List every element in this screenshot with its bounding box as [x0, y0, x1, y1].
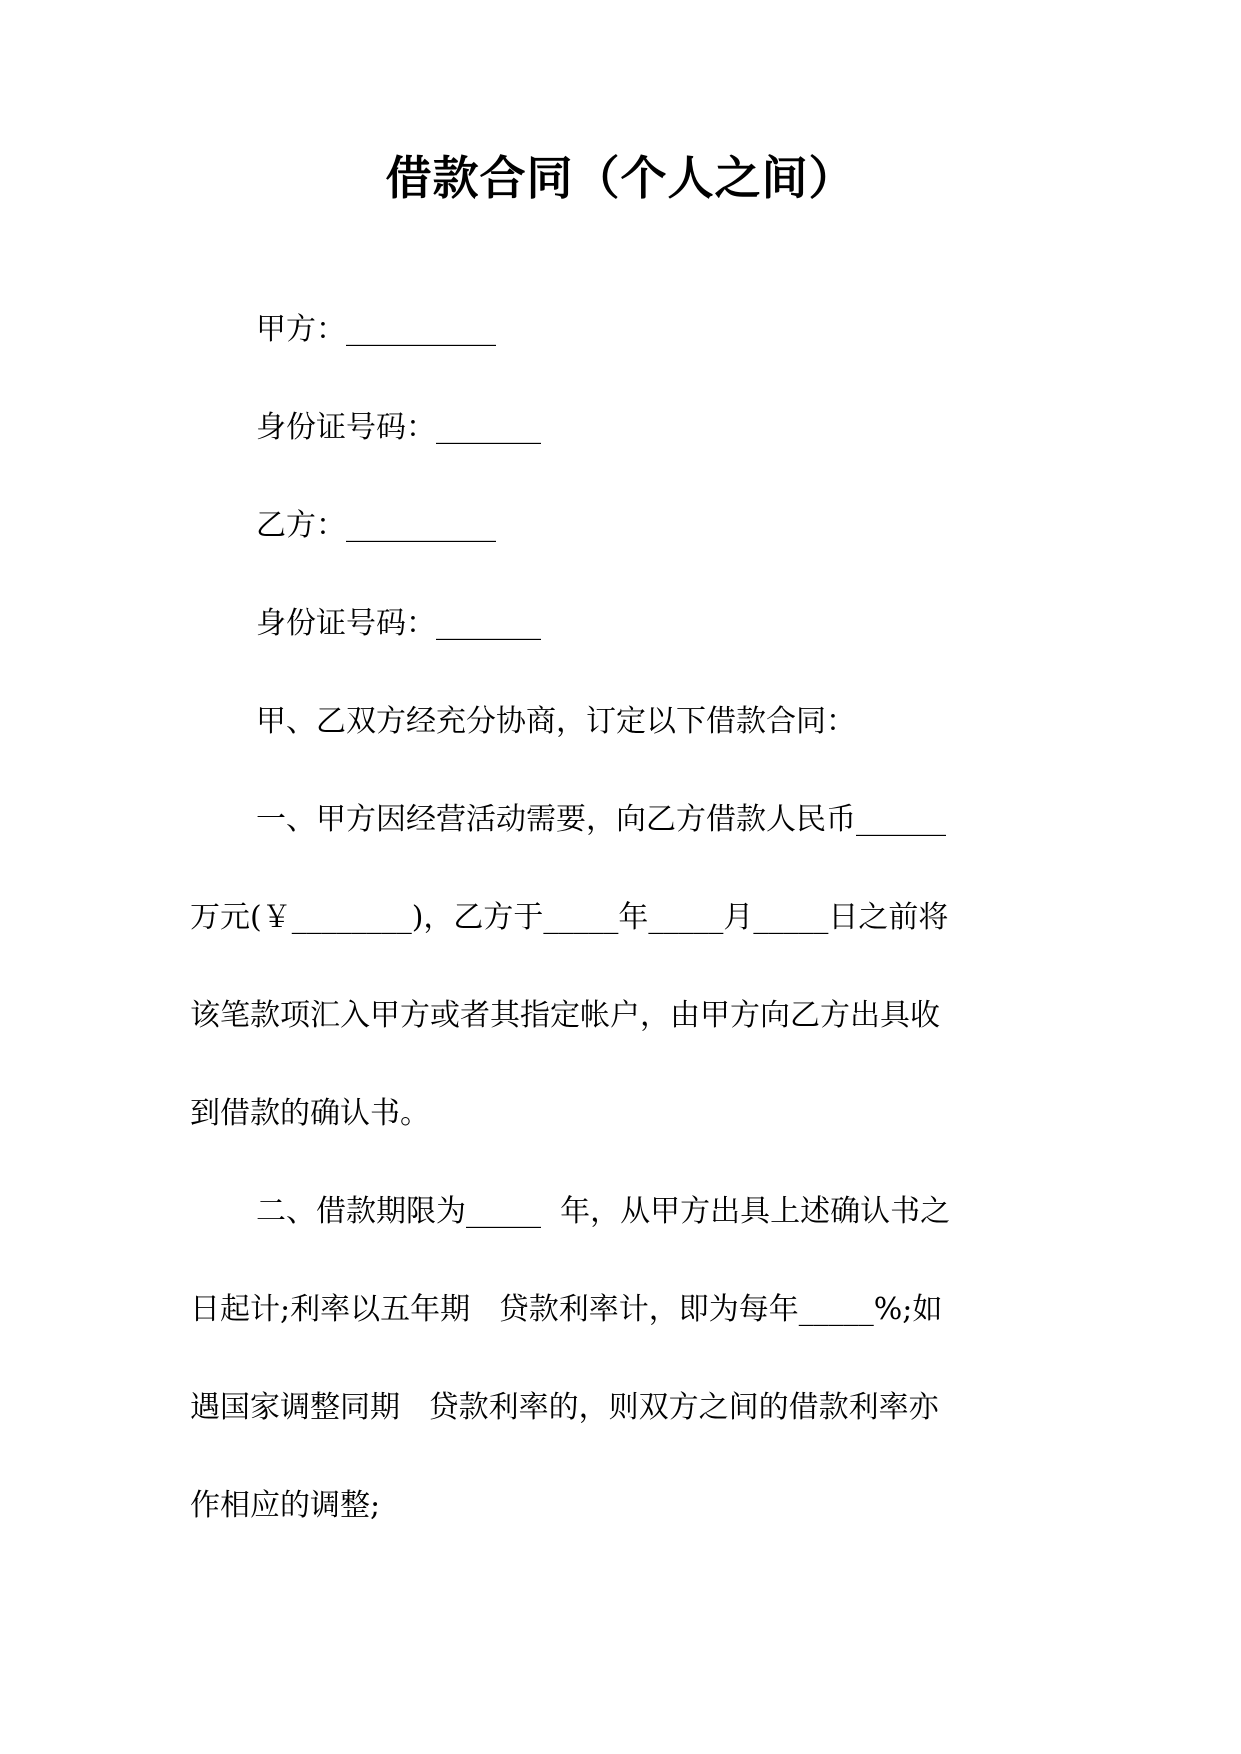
clause-1-line-2: 万元(￥________)，乙方于_____年_____月_____日之前将	[190, 900, 949, 935]
clause-1-line-3: 该笔款项汇入甲方或者其指定帐户，由甲方向乙方出具收	[190, 998, 940, 1033]
clause-1-line-4: 到借款的确认书。	[190, 1096, 430, 1131]
document-title: 借款合同（个人之间）	[385, 151, 856, 205]
clause-1-line-1: 一、甲方因经营活动需要，向乙方借款人民币______	[256, 802, 946, 837]
preamble-line: 甲、乙双方经充分协商，订定以下借款合同：	[256, 704, 856, 739]
clause-2-line-4: 作相应的调整;	[190, 1488, 381, 1523]
clause-2-line-1: 二、借款期限为_____ 年，从甲方出具上述确认书之	[256, 1194, 951, 1229]
party-b-id-line: 身份证号码：_______	[256, 606, 541, 641]
clause-2-line-3: 遇国家调整同期 贷款利率的，则双方之间的借款利率亦	[190, 1390, 939, 1425]
party-a-id-line: 身份证号码：_______	[256, 410, 541, 445]
party-b-line: 乙方：__________	[256, 508, 496, 543]
party-a-line: 甲方：__________	[256, 312, 496, 347]
clause-2-line-2: 日起计;利率以五年期 贷款利率计，即为每年_____%;如	[190, 1292, 943, 1327]
